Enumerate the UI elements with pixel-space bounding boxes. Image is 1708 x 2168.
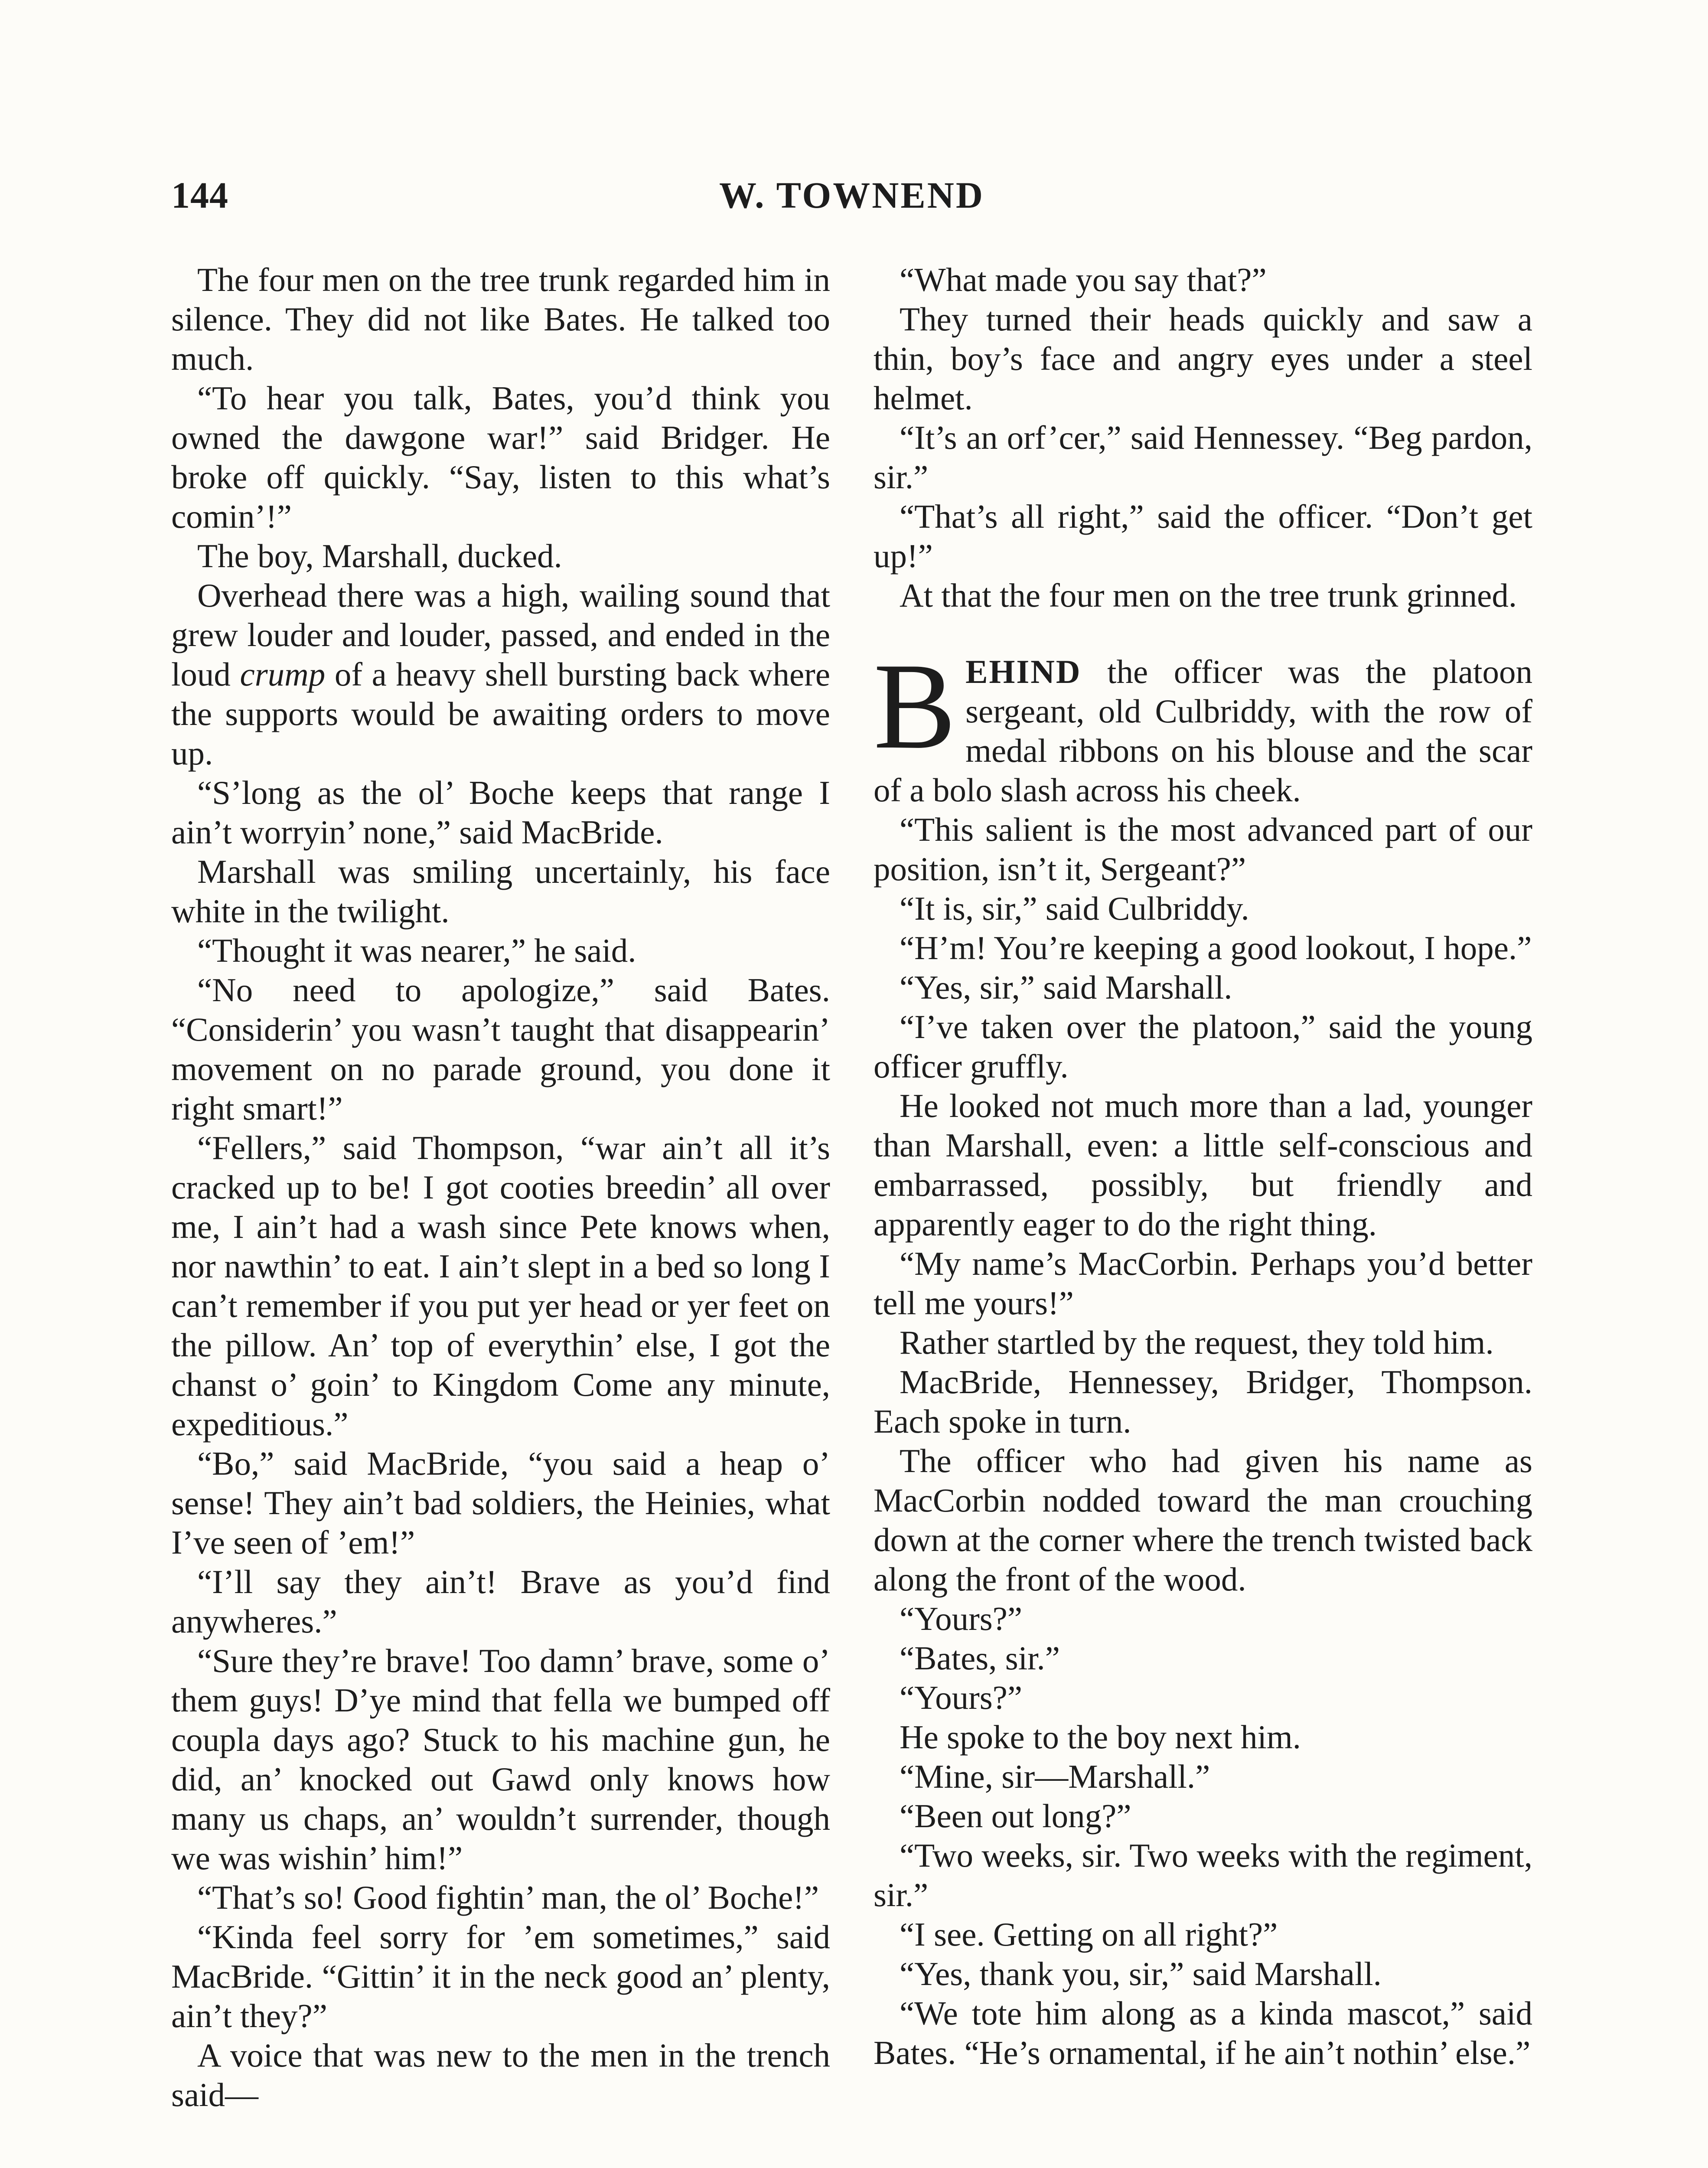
paragraph: “It is, sir,” said Culbriddy.: [900, 890, 1249, 927]
paragraph: “I’ve taken over the platoon,” said the young officer gruffly.: [874, 1008, 1532, 1085]
paragraph: “I’ll say they ain’t! Brave as you’d find anywheres.”: [171, 1563, 830, 1640]
paragraph: A voice that was new to the men in the trench said—: [171, 2037, 830, 2113]
paragraph: “That’s all right,” said the officer. “Don’t get up!”: [874, 498, 1532, 575]
paragraph: “My name’s MacCorbin. Perhaps you’d better tell me yours!”: [874, 1245, 1532, 1322]
paragraph: “That’s so! Good fightin’ man, the ol’ Boche!”: [197, 1879, 819, 1916]
page-header: [171, 173, 1532, 221]
drop-cap: B: [874, 637, 956, 774]
paragraph: MacBride, Hennessey, Bridger, Thompson. Each spoke in turn.: [874, 1363, 1532, 1440]
paragraph: “Two weeks, sir. Two weeks with the regiment, sir.”: [874, 1837, 1532, 1913]
running-head: W. TOWNEND: [719, 174, 984, 216]
paragraph: “Yours?”: [900, 1600, 1023, 1637]
page-number: 144: [171, 174, 228, 216]
paragraph: “H’m! You’re keeping a good lookout, I hope.”: [900, 929, 1532, 966]
paragraph: The boy, Marshall, ducked.: [197, 537, 562, 575]
paragraph: “Sure they’re brave! Too damn’ brave, some o’ them guys! D’ye mind that fella we bumped off coupla days ago? Stuck to his machine gun, he did, an’ knocked out Gawd only knows how many us chaps, an’ wouldn’t surrender, though we was wishin’ him!”: [171, 1642, 830, 1877]
section-opening-text: the officer was the platoon sergeant, old Culbriddy, with the row of medal ribbons on his blouse and the scar of a bolo slash across his cheek.: [874, 653, 1532, 809]
paragraph: “Yours?”: [900, 1679, 1023, 1716]
paragraph: “It’s an orf’cer,” said Hennessey. “Beg pardon, sir.”: [874, 419, 1532, 496]
paragraph: At that the four men on the tree trunk grinned.: [900, 577, 1517, 614]
italic-word: crump: [240, 656, 326, 693]
paragraph: “I see. Getting on all right?”: [900, 1916, 1278, 1953]
paragraph: “No need to apologize,” said Bates. “Considerin’ you wasn’t taught that disappearin’ movement on no parade ground, you done it right smart!”: [171, 971, 830, 1127]
paragraph: “What made you say that?”: [900, 261, 1267, 298]
left-column: [171, 260, 830, 2115]
paragraph: “S’long as the ol’ Boche keeps that range I ain’t worryin’ none,” said MacBride.: [171, 774, 830, 851]
paragraph: “Bates, sir.”: [900, 1639, 1060, 1677]
paragraph: “Been out long?”: [900, 1797, 1131, 1835]
paragraph: The officer who had given his name as MacCorbin nodded toward the man crouching down at the corner where the trench twisted back along the front of the wood.: [874, 1442, 1532, 1598]
paragraph: Rather startled by the request, they told him.: [900, 1324, 1494, 1361]
paragraph: “Kinda feel sorry for ’em sometimes,” said MacBride. “Gittin’ it in the neck good an’ plenty, ain’t they?”: [171, 1918, 830, 2034]
paragraph: “To hear you talk, Bates, you’d think you owned the dawgone war!” said Bridger. He broke off quickly. “Say, listen to this what’s comin’!”: [171, 379, 830, 535]
paragraph: He looked not much more than a lad, younger than Marshall, even: a little self-conscious and embarrassed, possibly, but friendly and apparently eager to do the right thing.: [874, 1087, 1532, 1243]
section-opening-paragraph: [874, 637, 1532, 810]
paragraph: “Fellers,” said Thompson, “war ain’t all it’s cracked up to be! I got cooties breedin’ all over me, I ain’t had a wash since Pete knows when, nor nawthin’ to eat. I ain’t slept in a bed so long I can’t remember if you put yer head or yer feet on the pillow. An’ top of everythin’ else, I got the chanst o’ goin’ to Kingdom Come any minute, expeditious.”: [171, 1129, 830, 1443]
paragraph: “Yes, thank you, sir,” said Marshall.: [900, 1955, 1382, 1992]
paragraph: The four men on the tree trunk regarded him in silence. They did not like Bates. He talked too much.: [171, 261, 830, 377]
paragraph: “We tote him along as a kinda mascot,” said Bates. “He’s ornamental, if he ain’t nothin’ else.”: [874, 1995, 1532, 2071]
paragraph: They turned their heads quickly and saw a thin, boy’s face and angry eyes under a steel helmet.: [874, 300, 1532, 417]
paragraph: “Bo,” said MacBride, “you said a heap o’ sense! They ain’t bad soldiers, the Heinies, what I’ve seen of ’em!”: [171, 1445, 830, 1561]
paragraph: He spoke to the boy next him.: [900, 1718, 1301, 1756]
paragraph: “Mine, sir—Marshall.”: [900, 1758, 1210, 1795]
paragraph: “Yes, sir,” said Marshall.: [900, 969, 1232, 1006]
small-caps-lead: EHIND: [965, 653, 1082, 690]
paragraph: Overhead there was a high, wailing sound that grew louder and louder, passed, and ended in the loud crump of a heavy shell bursting back where the supports would be awaiting orders to move up.: [171, 577, 830, 772]
paragraph: “This salient is the most advanced part of our position, isn’t it, Sergeant?”: [874, 811, 1532, 888]
right-column: [874, 260, 1532, 2073]
paragraph: “Thought it was nearer,” he said.: [197, 932, 636, 969]
paragraph: Marshall was smiling uncertainly, his face white in the twilight.: [171, 853, 830, 930]
